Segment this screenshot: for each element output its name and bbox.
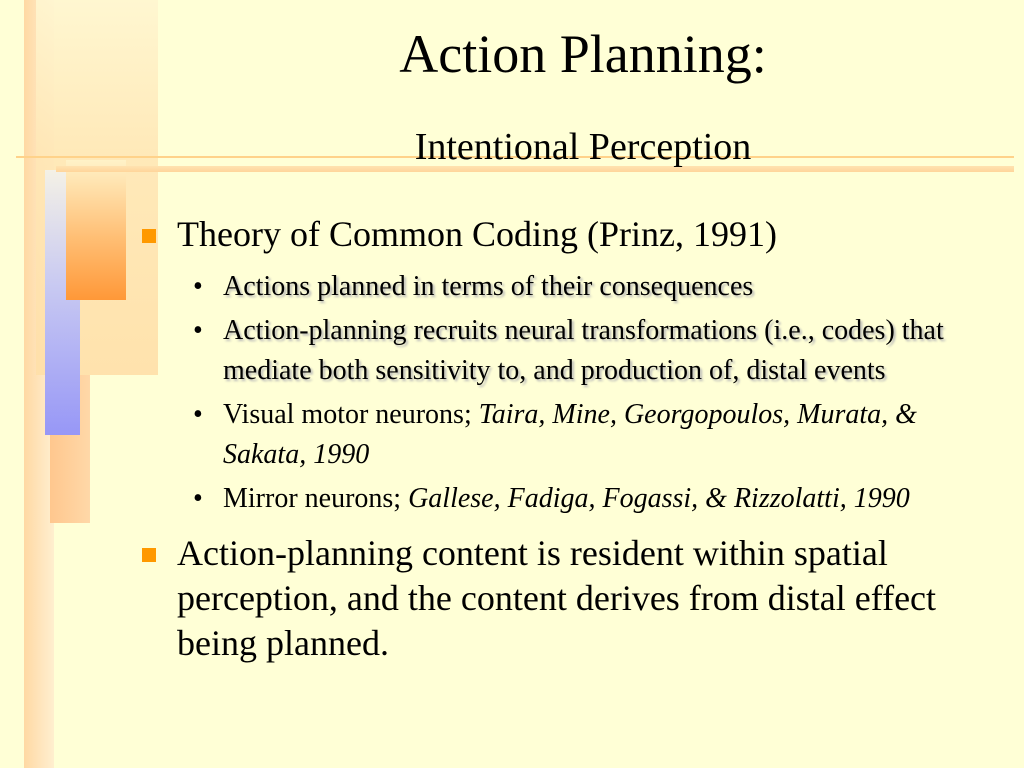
square-bullet-icon bbox=[142, 229, 156, 243]
sub-bullet-item bbox=[140, 479, 1000, 519]
citation-text: Gallese, Fadiga, Fogassi, & Rizzolatti, 1990 bbox=[408, 483, 910, 514]
slide-title: Action Planning: bbox=[399, 24, 767, 84]
dot-bullet-icon: • bbox=[193, 399, 203, 430]
slide-body bbox=[140, 212, 1000, 666]
sub-bullet-item bbox=[140, 395, 1000, 475]
bullet-text: Theory of Common Coding (Prinz, 1991) bbox=[177, 214, 777, 254]
sub-bullet-item bbox=[140, 267, 1000, 307]
dot-bullet-icon: • bbox=[193, 271, 203, 302]
bullet-text: Action-planning content is resident within spatial perception, and the content derives from distal effect being planned. bbox=[177, 533, 937, 663]
sub-bullet-text: Mirror neurons; bbox=[223, 483, 409, 514]
square-bullet-icon bbox=[142, 548, 156, 562]
bullet-item bbox=[140, 212, 1000, 257]
sub-bullet-item bbox=[140, 311, 1000, 391]
decor-bar-orange bbox=[66, 160, 126, 300]
sub-bullet-text: Actions planned in terms of their consequences bbox=[223, 271, 754, 302]
citation-text: Taira, Mine, Georgopoulos, Murata, & Sakata, 1990 bbox=[223, 399, 917, 470]
sub-bullet-text: Action-planning recruits neural transformations (i.e., codes) that mediate both sensitivity to, and production of, distal events bbox=[223, 315, 944, 386]
dot-bullet-icon: • bbox=[193, 483, 203, 514]
bullet-item bbox=[140, 531, 1000, 666]
slide-subtitle: Intentional Perception bbox=[414, 126, 752, 168]
dot-bullet-icon: • bbox=[193, 315, 203, 346]
sub-bullet-text: Visual motor neurons; bbox=[223, 399, 479, 430]
